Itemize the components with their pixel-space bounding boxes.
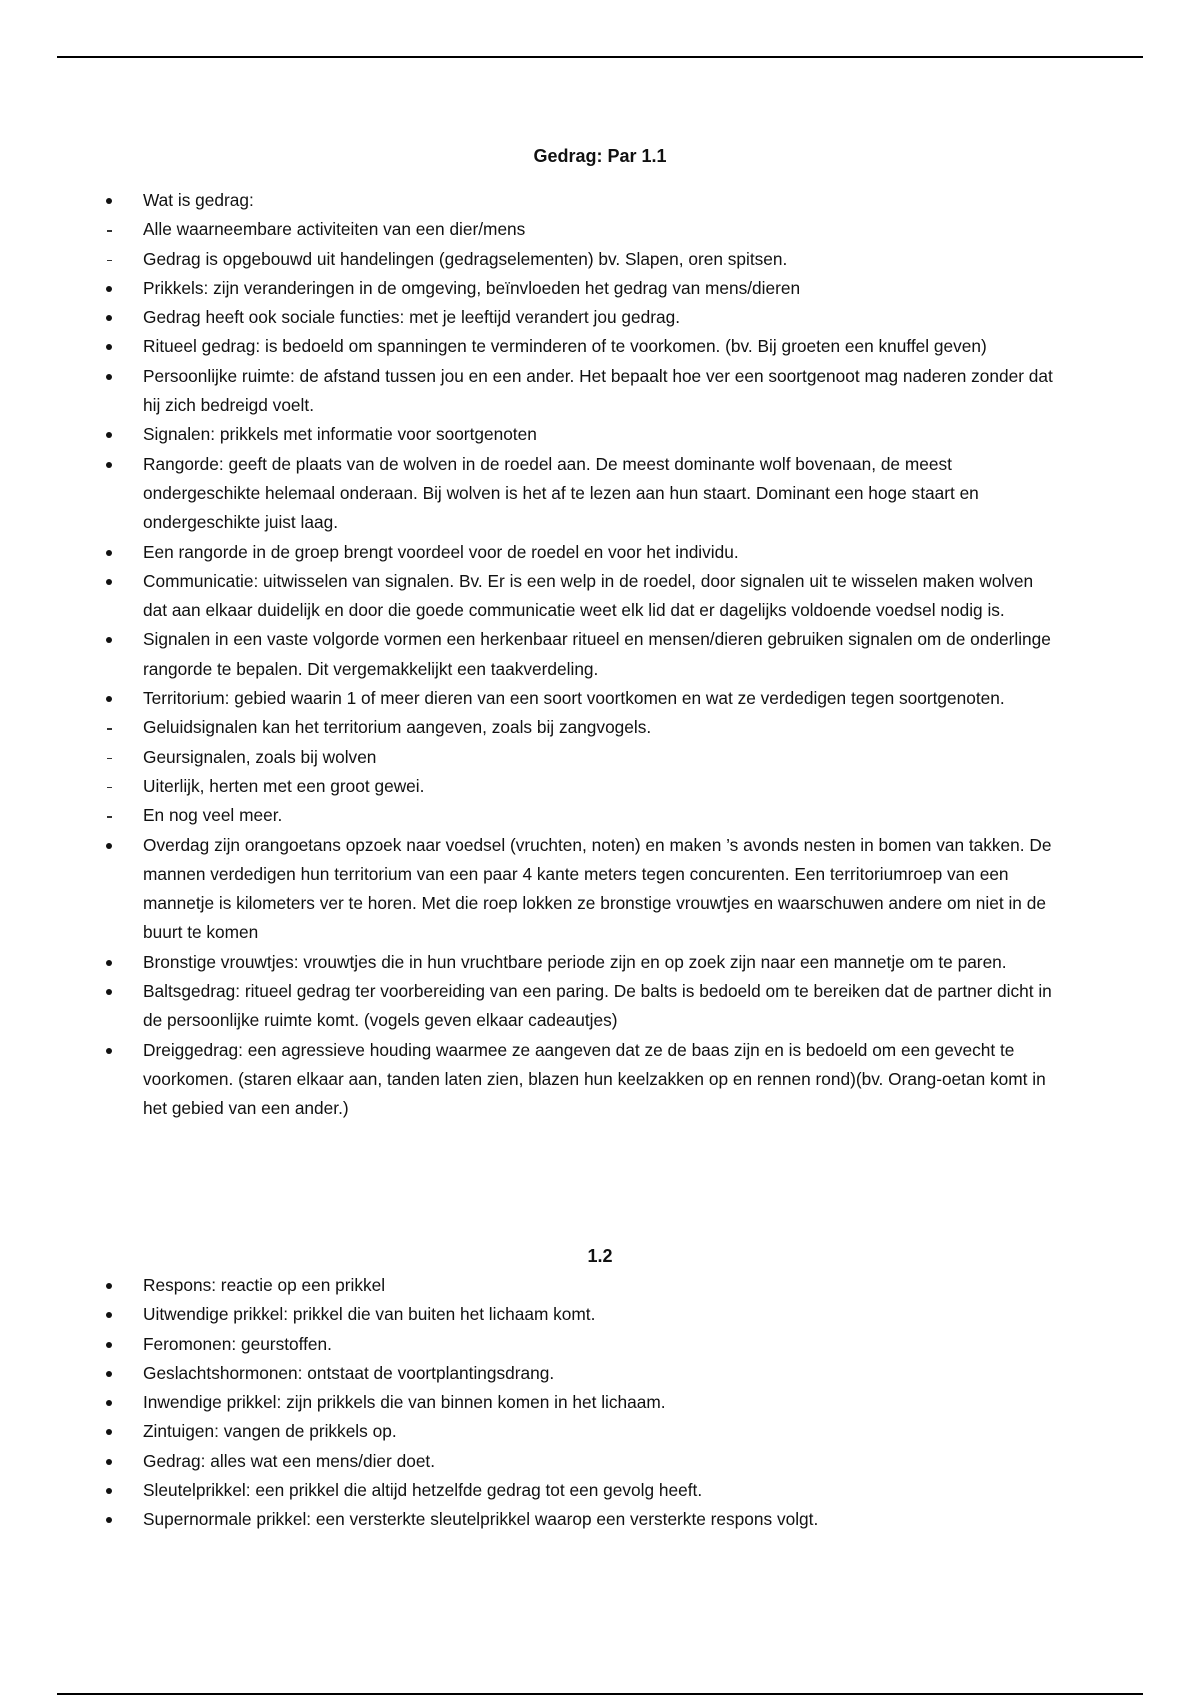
list-item (0, 684, 1058, 713)
list-item-text: Ritueel gedrag: is bedoeld om spanningen te verminderen of te voorkomen. (bv. Bij groeten een knuffel geven) (143, 336, 987, 357)
list-item-text: Geursignalen, zoals bij wolven (143, 746, 377, 767)
list-item (0, 303, 1058, 332)
list-item-text: Zintuigen: vangen de prikkels op. (143, 1421, 397, 1442)
list-item (0, 1300, 1058, 1329)
list-item (0, 1447, 1058, 1476)
list-item-text: Alle waarneembare activiteiten van een dier/mens (143, 219, 526, 240)
list-item-text: Gedrag: alles wat een mens/dier doet. (143, 1450, 436, 1471)
list-item (0, 332, 1058, 361)
list-item-text: Rangorde: geeft de plaats van de wolven in de roedel aan. De meest dominante wolf bovenaan, de meest ondergeschikte helemaal onderaan. Bij wolven is het af te lezen aan hun staart. Dominant een hoge staart en ondergeschikte juist laag. (143, 453, 979, 533)
list-item (0, 743, 1058, 772)
list-item-text: Signalen: prikkels met informatie voor soortgenoten (143, 424, 537, 445)
list-item (0, 450, 1058, 538)
list-item-text: Dreiggedrag: een agressieve houding waarmee ze aangeven dat ze de baas zijn en is bedoeld om een gevecht te voorkomen. (staren elkaar aan, tanden laten zien, blazen hun keelzakken op en rennen rond)(bv. Orang-oetan komt in het gebied van een ander.) (143, 1039, 1046, 1119)
list-item-text: Prikkels: zijn veranderingen in de omgeving, beïnvloeden het gedrag van mens/dieren (143, 277, 801, 298)
section-heading: 1.2 (587, 1246, 613, 1266)
list-item (0, 772, 1058, 801)
notes-list-section-1 (0, 186, 1200, 1124)
list-item (0, 274, 1058, 303)
list-item (0, 1359, 1058, 1388)
list-item-text: Feromonen: geurstoffen. (143, 1333, 332, 1354)
list-item (0, 1505, 1058, 1534)
list-item-text: Wat is gedrag: (143, 190, 254, 210)
list-item-text: Communicatie: uitwisselen van signalen. Bv. Er is een welp in de roedel, door signalen uit te wisselen maken wolven dat aan elkaar duidelijk en door die goede communicatie weet elk lid dat er dagelijks voldoende voedsel nodig is. (143, 570, 1034, 621)
list-item-text: Supernormale prikkel: een versterkte sleutelprikkel waarop een versterkte respons volgt. (143, 1509, 819, 1530)
list-item (0, 1476, 1058, 1505)
list-item-text: En nog veel meer. (143, 805, 283, 826)
list-item (0, 1271, 1058, 1300)
list-item-text: Territorium: gebied waarin 1 of meer dieren van een soort voortkomen en wat ze verdedigen tegen soortgenoten. (143, 688, 1005, 709)
list-item-text: Baltsgedrag: ritueel gedrag ter voorbereiding van een paring. De balts is bedoeld om te bereiken dat de partner dicht in de persoonlijke ruimte komt. (vogels geven elkaar cadeautjes) (143, 981, 1052, 1031)
list-item (0, 1417, 1058, 1446)
list-item (0, 420, 1058, 449)
list-item-text: Overdag zijn orangoetans opzoek naar voedsel (vruchten, noten) en maken ’s avonds nesten in bomen van takken. De mannen verdedigen hun territorium van een paar 4 kante meters tegen concurenten. Een territoriumroep van een mannetje is kilometers ver te horen. Met die roep lokken ze bronstige vrouwtjes en waarschuwen andere om niet in de buurt te komen (143, 834, 1052, 943)
list-item-text: Bronstige vrouwtjes: vrouwtjes die in hun vruchtbare periode zijn en op zoek zijn naar een mannetje om te paren. (143, 951, 1007, 972)
list-item-text: Gedrag heeft ook sociale functies: met je leeftijd verandert jou gedrag. (143, 307, 680, 328)
list-item (0, 538, 1058, 567)
list-item-text: Inwendige prikkel: zijn prikkels die van binnen komen in het lichaam. (143, 1392, 666, 1413)
list-item (0, 831, 1058, 948)
list-item-text: Signalen in een vaste volgorde vormen een herkenbaar ritueel en mensen/dieren gebruiken signalen om de onderlinge rangorde te bepalen. Dit vergemakkelijkt een taakverdeling. (143, 629, 1051, 679)
list-item (0, 1036, 1058, 1124)
list-item (0, 1388, 1058, 1417)
list-item (0, 245, 1058, 274)
list-item-text: Gedrag is opgebouwd uit handelingen (gedragselementen) bv. Slapen, oren spitsen. (143, 248, 788, 269)
list-item (0, 625, 1058, 684)
list-item-text: Respons: reactie op een prikkel (143, 1275, 386, 1295)
list-item (0, 215, 1058, 244)
list-item-text: Uiterlijk, herten met een groot gewei. (143, 775, 425, 796)
footer-rule (57, 1693, 1143, 1695)
list-item (0, 362, 1058, 421)
list-item (0, 567, 1058, 626)
list-item (0, 801, 1058, 830)
list-item-text: Sleutelprikkel: een prikkel die altijd hetzelfde gedrag tot een gevolg heeft. (143, 1480, 703, 1501)
list-item-text: Uitwendige prikkel: prikkel die van buiten het lichaam komt. (143, 1304, 596, 1325)
list-item-text: Persoonlijke ruimte: de afstand tussen jou en een ander. Het bepaalt hoe ver een soortgenoot mag naderen zonder dat hij zich bedreigd voelt. (143, 365, 1053, 416)
list-item (0, 948, 1058, 977)
list-item (0, 713, 1058, 742)
header-rule (57, 56, 1143, 58)
list-item (0, 1330, 1058, 1359)
list-item-text: Geslachtshormonen: ontstaat de voortplantingsdrang. (143, 1362, 555, 1383)
list-item (0, 186, 1058, 215)
list-item-text: Geluidsignalen kan het territorium aangeven, zoals bij zangvogels. (143, 717, 652, 738)
notes-list-section-2 (0, 1271, 1200, 1535)
list-item-text: Een rangorde in de groep brengt voordeel voor de roedel en voor het individu. (143, 541, 739, 562)
list-item (0, 977, 1058, 1036)
page-title: Gedrag: Par 1.1 (533, 146, 667, 166)
